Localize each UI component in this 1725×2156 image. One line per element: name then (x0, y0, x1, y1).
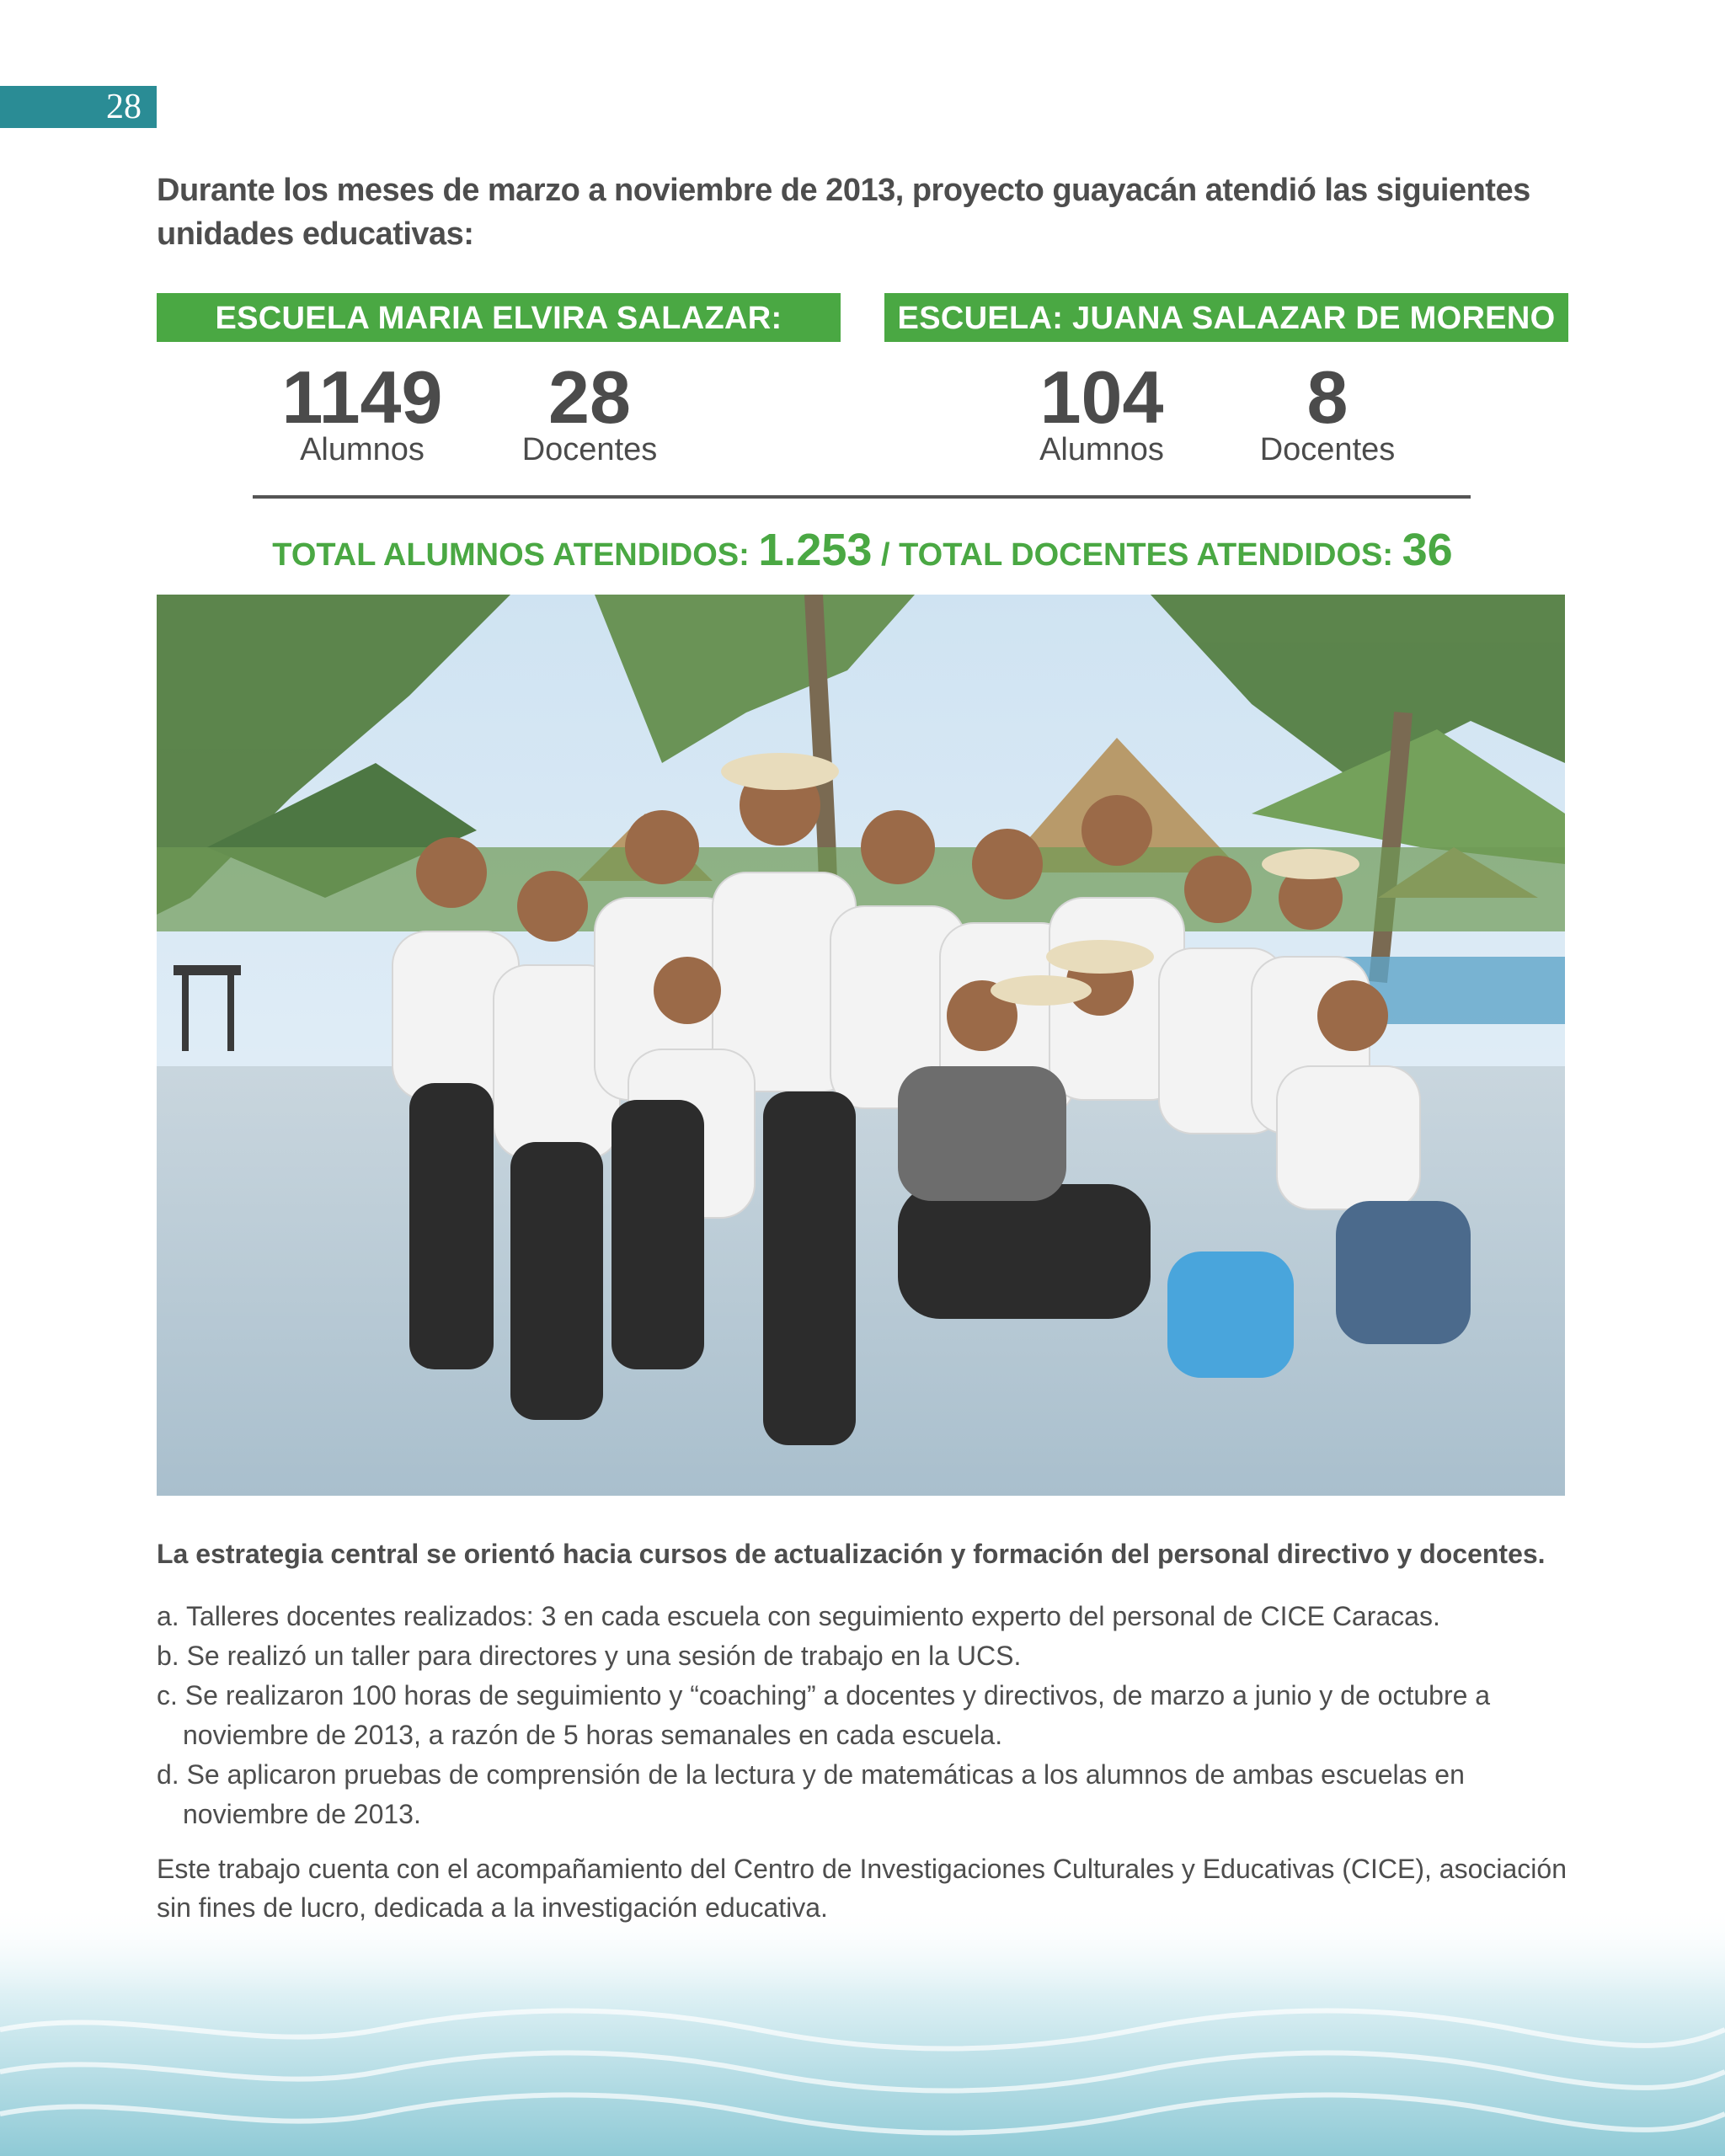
totals-separator: / (881, 537, 890, 573)
group-photo (157, 595, 1565, 1496)
list-item: c. Se realizaron 100 horas de seguimiento y “coaching” a docentes y directivos, de marzo a junio y de octubre a noviembre de 2013, a razón de 5 horas semanales en cada escuela. (157, 1680, 1491, 1750)
total-students-value: 1.253 (758, 525, 873, 575)
intro-paragraph: Durante los meses de marzo a noviembre de 2013, proyecto guayacán atendió las siguientes unidades educativas: (157, 173, 1530, 252)
decorative-waves (0, 1903, 1725, 2156)
page-number: 28 (0, 86, 157, 128)
list-item: d. Se aplicaron pruebas de comprensión de la lectura y de matemáticas a los alumnos de ambas escuelas en noviembre de 2013. (157, 1759, 1465, 1829)
stat-value: 104 (1039, 355, 1164, 439)
school-header-maria-elvira-salazar: ESCUELA MARIA ELVIRA SALAZAR: (157, 293, 841, 342)
stat-label: Docentes (521, 432, 658, 467)
stat-label: Alumnos (1039, 432, 1164, 467)
activities-list (157, 1597, 1572, 1834)
stat-label: Docentes (1259, 432, 1396, 467)
totals-line (157, 520, 1568, 584)
stat-value: 1149 (281, 355, 443, 439)
stat-teachers-school-2 (1226, 357, 1429, 467)
group-photo-illustration (157, 595, 1565, 1496)
stat-value: 8 (1306, 355, 1348, 439)
stat-value: 28 (548, 355, 631, 439)
strategy-lead: La estrategia central se orientó hacia cursos de actualización y formación del personal directivo y docentes. (157, 1539, 1546, 1569)
stat-students-school-2 (1001, 357, 1203, 467)
stat-students-school-1 (261, 357, 463, 467)
stat-label: Alumnos (300, 432, 425, 467)
list-item: a. Talleres docentes realizados: 3 en cada escuela con seguimiento experto del personal de CICE Caracas. (157, 1601, 1440, 1631)
total-teachers-label: TOTAL DOCENTES ATENDIDOS: (899, 537, 1394, 573)
stat-teachers-school-1 (489, 357, 691, 467)
school-header-juana-salazar-de-moreno: ESCUELA: JUANA SALAZAR DE MORENO (884, 293, 1568, 342)
list-item: b. Se realizó un taller para directores y una sesión de trabajo en la UCS. (157, 1641, 1022, 1671)
total-students-label: TOTAL ALUMNOS ATENDIDOS: (272, 537, 750, 573)
stats-divider (253, 495, 1471, 499)
total-teachers-value: 36 (1402, 525, 1453, 575)
closing-paragraph: Este trabajo cuenta con el acompañamiento del Centro de Investigaciones Culturales y Educativas (CICE), asociación sin fines de lucro, dedicada a la investigación educativa. (157, 1854, 1567, 1923)
